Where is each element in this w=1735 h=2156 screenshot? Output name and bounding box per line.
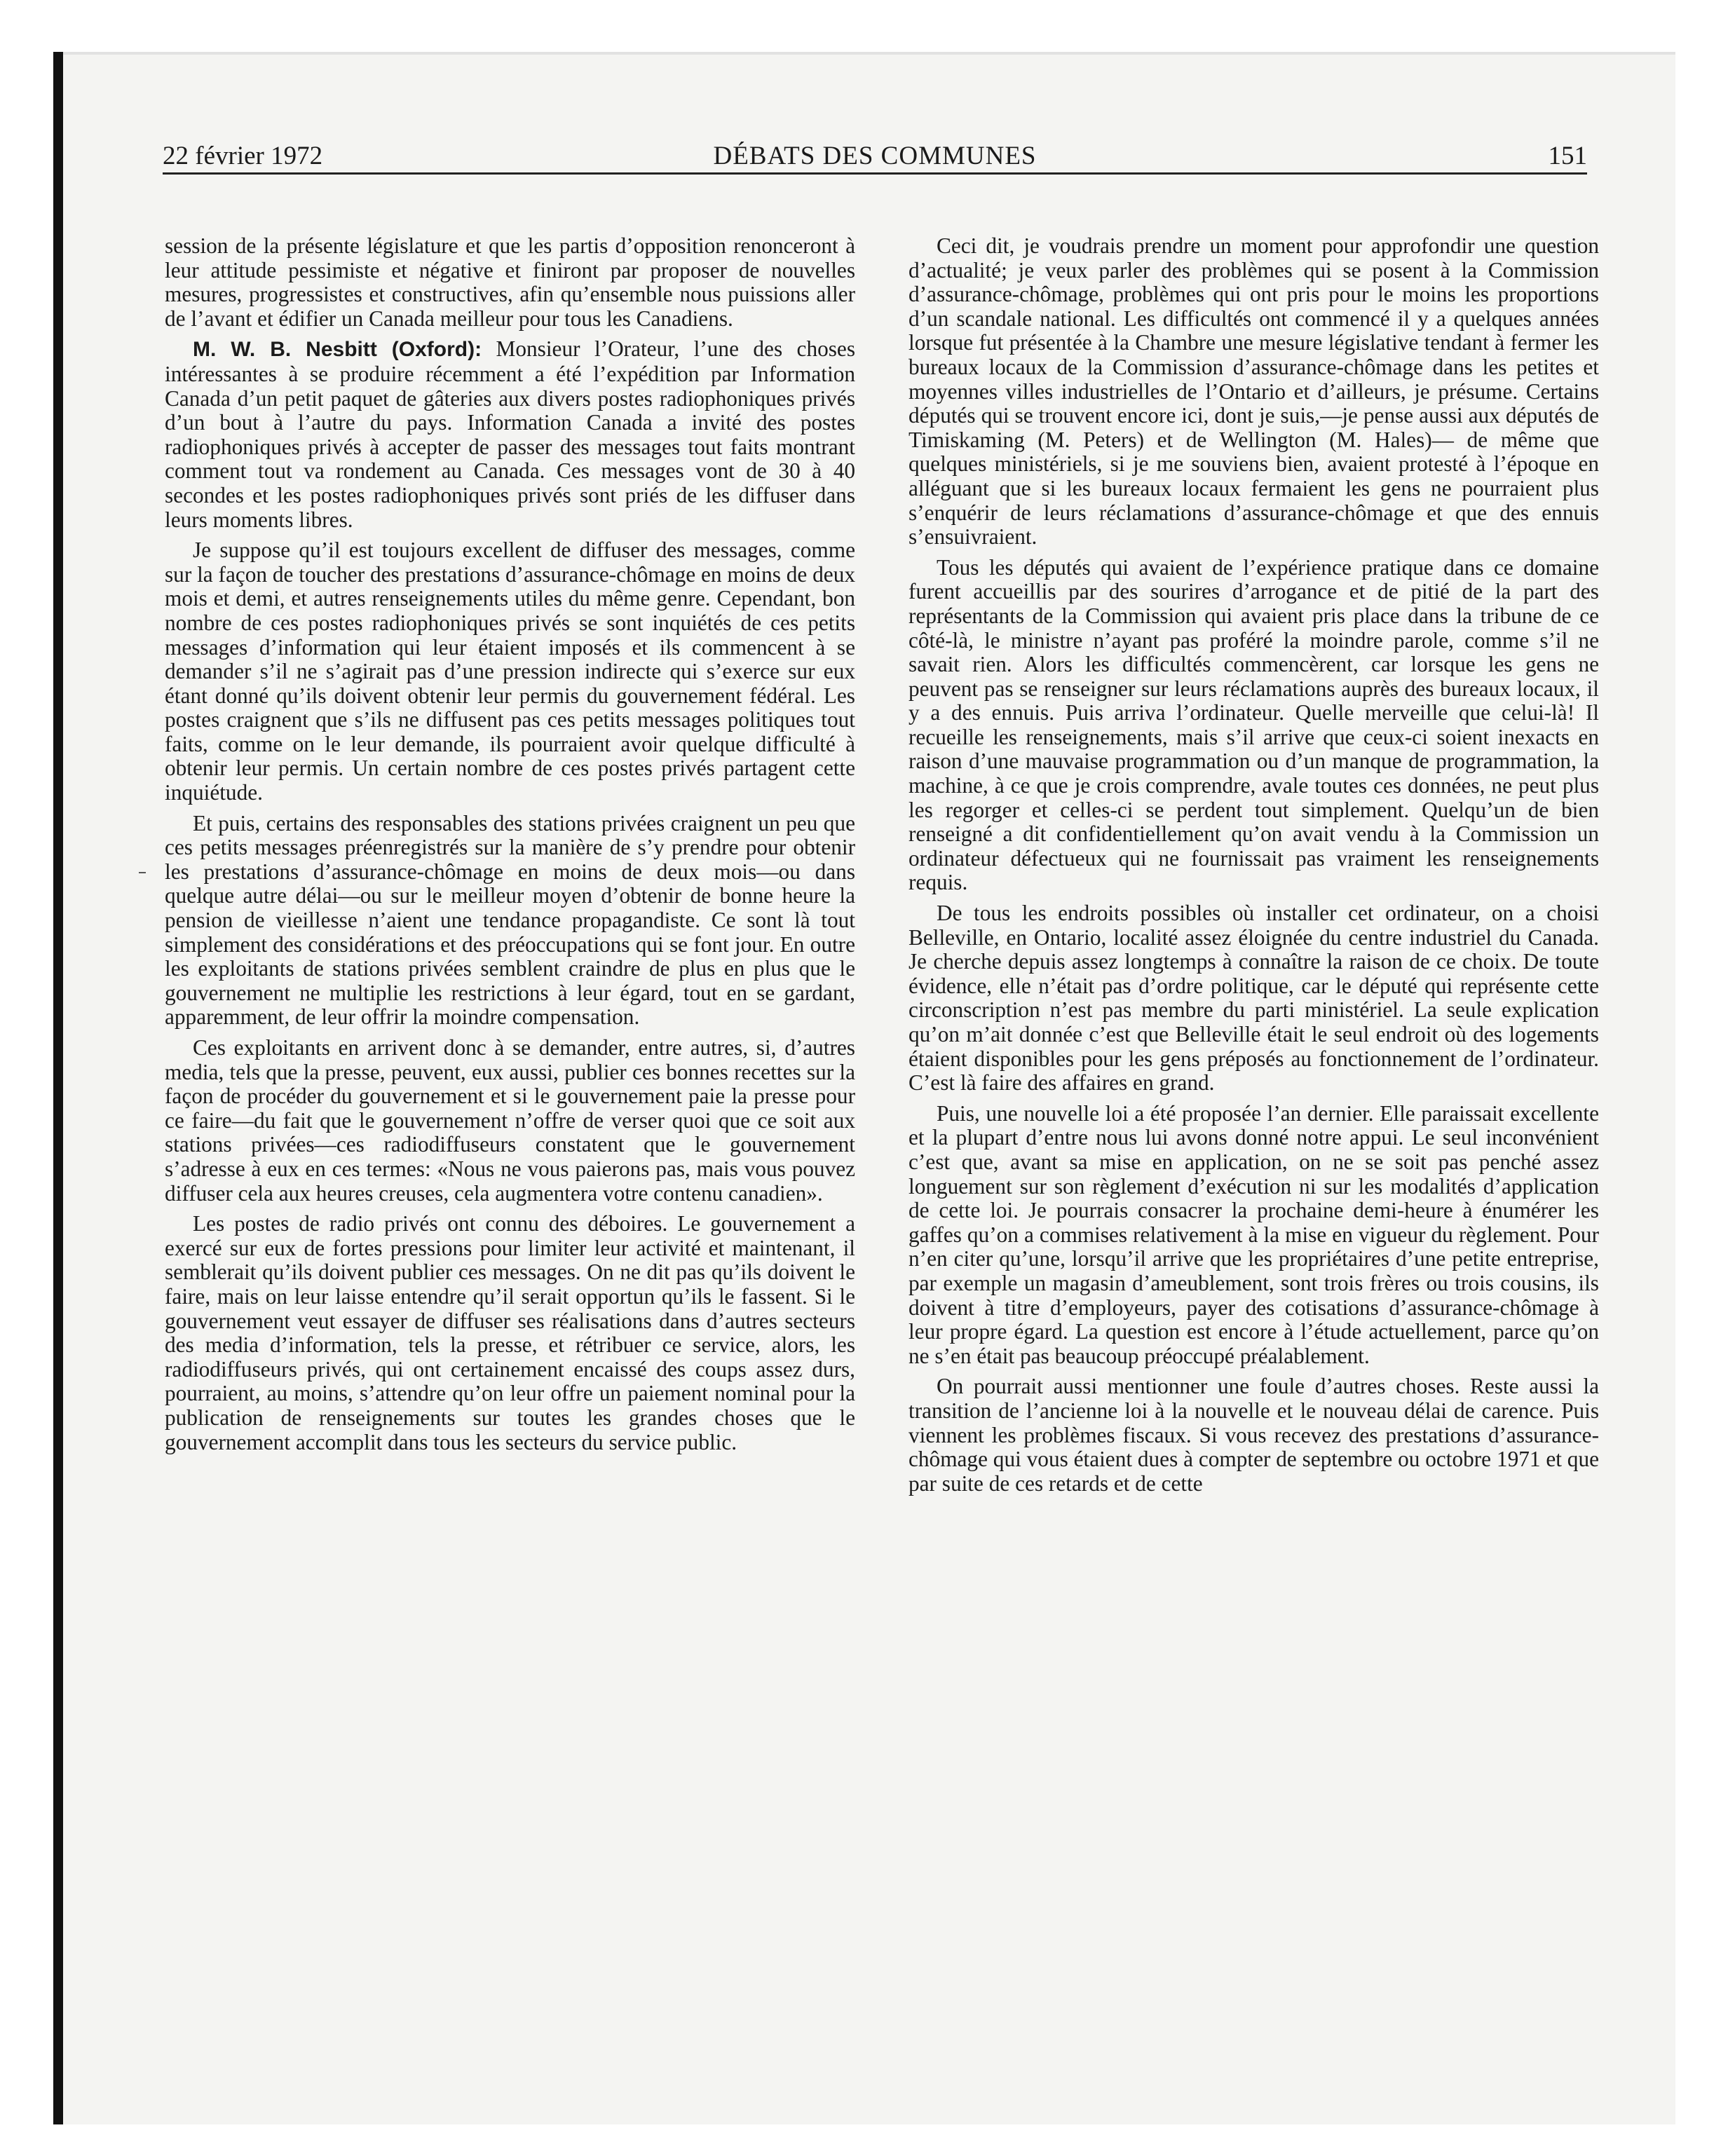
scan-left-edge [53,52,63,2124]
paragraph: De tous les endroits possibles où installer cet ordinateur, on a choisi Belleville, en Ontario, localité assez éloignée du centre industriel du Canada. Je cherche depuis assez longtemps à connaître la raison de ce choix. De toute évidence, elle n’était pas d’ordre politique, car le député qui représente cette circonscription n’est pas membre du parti ministériel. La seule explication qu’on m’ait donnée c’est que Belleville était le seul endroit où des logements étaient disponibles pour les gens préposés au fonctionnement de l’ordinateur. C’est là faire des affaires en grand. [909,901,1599,1096]
header-title: DÉBATS DES COMMUNES [713,142,1037,170]
left-column [165,234,855,1461]
header-page-number: 151 [1548,142,1587,170]
paragraph: Et puis, certains des responsables des stations privées craignent un peu que ces petits messages préenregistrés sur la manière de s’y prendre pour obtenir les prestations d’assurance-chômage en moins de deux mois—ou dans quelque autre délai—ou sur le meilleur moyen d’obtenir de bonne heure la pension de vieillesse n’aient une tendance propagandiste. Ce sont là tout simplement des considérations et des préoccupations qui se font jour. En outre les exploitants de stations privées semblent craindre de plus en plus que le gouvernement ne multiplie les restrictions à leur égard, tout en se gardant, apparemment, de leur offrir la moindre compensation. [165,810,855,1030]
paragraph: Les postes de radio privés ont connu des déboires. Le gouvernement a exercé sur eux de fortes pressions pour limiter leur activité et maintenant, il semblerait qu’ils doivent publier ces messages. On ne dit pas qu’ils doivent le faire, mais on leur laisse entendre qu’il serait opportun qu’ils le fassent. Si le gouvernement veut essayer de diffuser ses réalisations dans d’autres secteurs des media d’information, tels la presse, et rétribuer ce service, alors, les radiodiffuseurs privés, qui ont certainement encaissé des coups assez durs, pourraient, au moins, s’attendre qu’on leur offre un paiement nominal pour la publication de renseignements sur toutes les grandes choses que le gouvernement accomplit dans tous les secteurs du service public. [165,1211,855,1454]
paragraph: Tous les députés qui avaient de l’expérience pratique dans ce domaine furent accueillis par des sourires d’arrogance et de pitié de la part des représentants de la Commission qui avaient pris place dans la tribune de ce côté-là, le ministre n’ayant pas proféré la moindre parole, comme s’il ne savait rien. Alors les difficultés commencèrent, car lorsque les gens ne peuvent pas se renseigner sur leurs réclamations auprès des bureaux locaux, il y a des ennuis. Puis arriva l’ordinateur. Quelle merveille que celui-là! Il recueille les renseignements, mais s’il arrive que ceux-ci soient inexacts en raison d’une mauvaise programmation ou d’un manque de programmation, la machine, à ce que je crois comprendre, avale toutes ces données, ne peut plus les regorger et celles-ci se perdent tout simplement. Quelqu’un de bien renseigné a dit confidentiellement qu’on avait vendu à la Commission un ordinateur défectueux qui ne fournissait pas vraiment les renseignements requis. [909,554,1599,895]
paragraph: session de la présente législature et que les partis d’opposition renonceront à leur attitude pessimiste et négative et finiront par proposer de nouvelles mesures, progressistes et constructives, afin qu’ensemble nous puissions aller de l’avant et édifier un Canada meilleur pour tous les Canadiens. [165,233,855,331]
paragraph: Ces exploitants en arrivent donc à se demander, entre autres, si, d’autres media, tels que la presse, peuvent, eux aussi, publier ces bonnes recettes sur la façon de procéder du gouvernement et si le gouvernement paie la presse pour ce faire—du fait que le gouvernement n’offre de verser quoi que ce soit aux stations privées—ces radiodiffuseurs constatent que le gouvernement s’adresse à eux en ces termes: «Nous ne vous paierons pas, mais vous pouvez diffuser cela aux heures creuses, cela augmentera votre contenu canadien». [165,1035,855,1206]
paragraph: Ceci dit, je voudrais prendre un moment pour approfondir une question d’actualité; je veux parler des problèmes qui se posent à la Commission d’assurance-chômage, problèmes qui ont pris pour le moins les proportions d’un scandale national. Les difficultés ont commencé il y a quelques années lorsque fut présentée à la Chambre une mesure législative tendant à fermer les bureaux locaux de la Commission d’assurance-chômage dans les petites et moyennes villes industrielles de l’Ontario et d’ailleurs, je présume. Certains députés qui se trouvent encore ici, dont je suis,—je pense aussi aux députés de Timiskaming (M. Peters) et de Wellington (M. Hales)— de même que quelques ministériels, si je me souviens bien, avaient protesté à l’époque en alléguant que si les bureaux locaux fermaient les gens ne pourraient plus s’enquérir de leurs réclamations d’assurance-chômage et que des ennuis s’ensuivraient. [909,233,1599,550]
speech-text: Monsieur l’Orateur, l’une des choses intéressantes à se produire récemment a été l’expédition par Information Canada d’un petit paquet de gâteries aux divers postes radiophoniques privés d’un bout à l’autre du pays. Information Canada a invité des postes radiophoniques privés à accepter de passer des messages tout faits montrant comment tout va rondement au Canada. Ces messages vont de 30 à 40 secondes et les postes radiophoniques privés sont priés de les diffuser dans leurs moments libres. [165,336,855,532]
page-header [163,139,1587,175]
right-column [909,234,1599,1502]
speaker-name: M. W. B. Nesbitt (Oxford): [193,338,482,362]
margin-mark [139,872,146,873]
paragraph: On pourrait aussi mentionner une foule d’autres choses. Reste aussi la transition de l’ancienne loi à la nouvelle et le nouveau délai de carence. Puis viennent les problèmes fiscaux. Si vous recevez des prestations d’assurance-chômage qui vous étaient dues à compter de septembre ou octobre 1971 et que par suite de ces retards et de cette [909,1374,1599,1496]
paragraph: Puis, une nouvelle loi a été proposée l’an dernier. Elle paraissait excellente et la plupart d’entre nous lui avons donné notre appui. Le seul inconvénient c’est que, avant sa mise en application, on ne se soit pas penché assez longuement sur son règlement d’exécution ni sur les modalités d’application de cette loi. Je pourrais consacrer la prochaine demi-heure à énumérer les gaffes qu’on a commises relativement à la mise en vigueur du règlement. Pour n’en citer qu’une, lorsqu’il arrive que les propriétaires d’une petite entreprise, par exemple un magasin d’ameublement, sont trois frères ou trois cousins, ils doivent à titre d’employeurs, payer des cotisations d’assurance-chômage à leur propre égard. La question est encore à l’étude actuellement, parce qu’on ne s’en était pas beaucoup préoccupé préalablement. [909,1100,1599,1368]
header-date: 22 février 1972 [163,142,323,170]
paragraph: Je suppose qu’il est toujours excellent de diffuser des messages, comme sur la façon de toucher des prestations d’assurance-chômage en moins de deux mois et demi, et autres renseignements utiles du même genre. Cependant, bon nombre de ces postes radiophoniques privés se sont inquiétés de ces petits messages d’information qui leur étaient imposés et ils commencent à se demander s’il ne s’agirait pas d’une pression indirecte qui s’exerce sur eux étant donné qu’ils doivent obtenir leur permis du gouvernement fédéral. Les postes craignent que s’ils ne diffusent pas ces petits messages politiques tout faits, comme on le leur demande, ils pourraient avoir quelque difficulté à obtenir leur permis. Un certain nombre de ces postes privés partagent cette inquiétude. [165,538,855,805]
paragraph [165,337,855,532]
